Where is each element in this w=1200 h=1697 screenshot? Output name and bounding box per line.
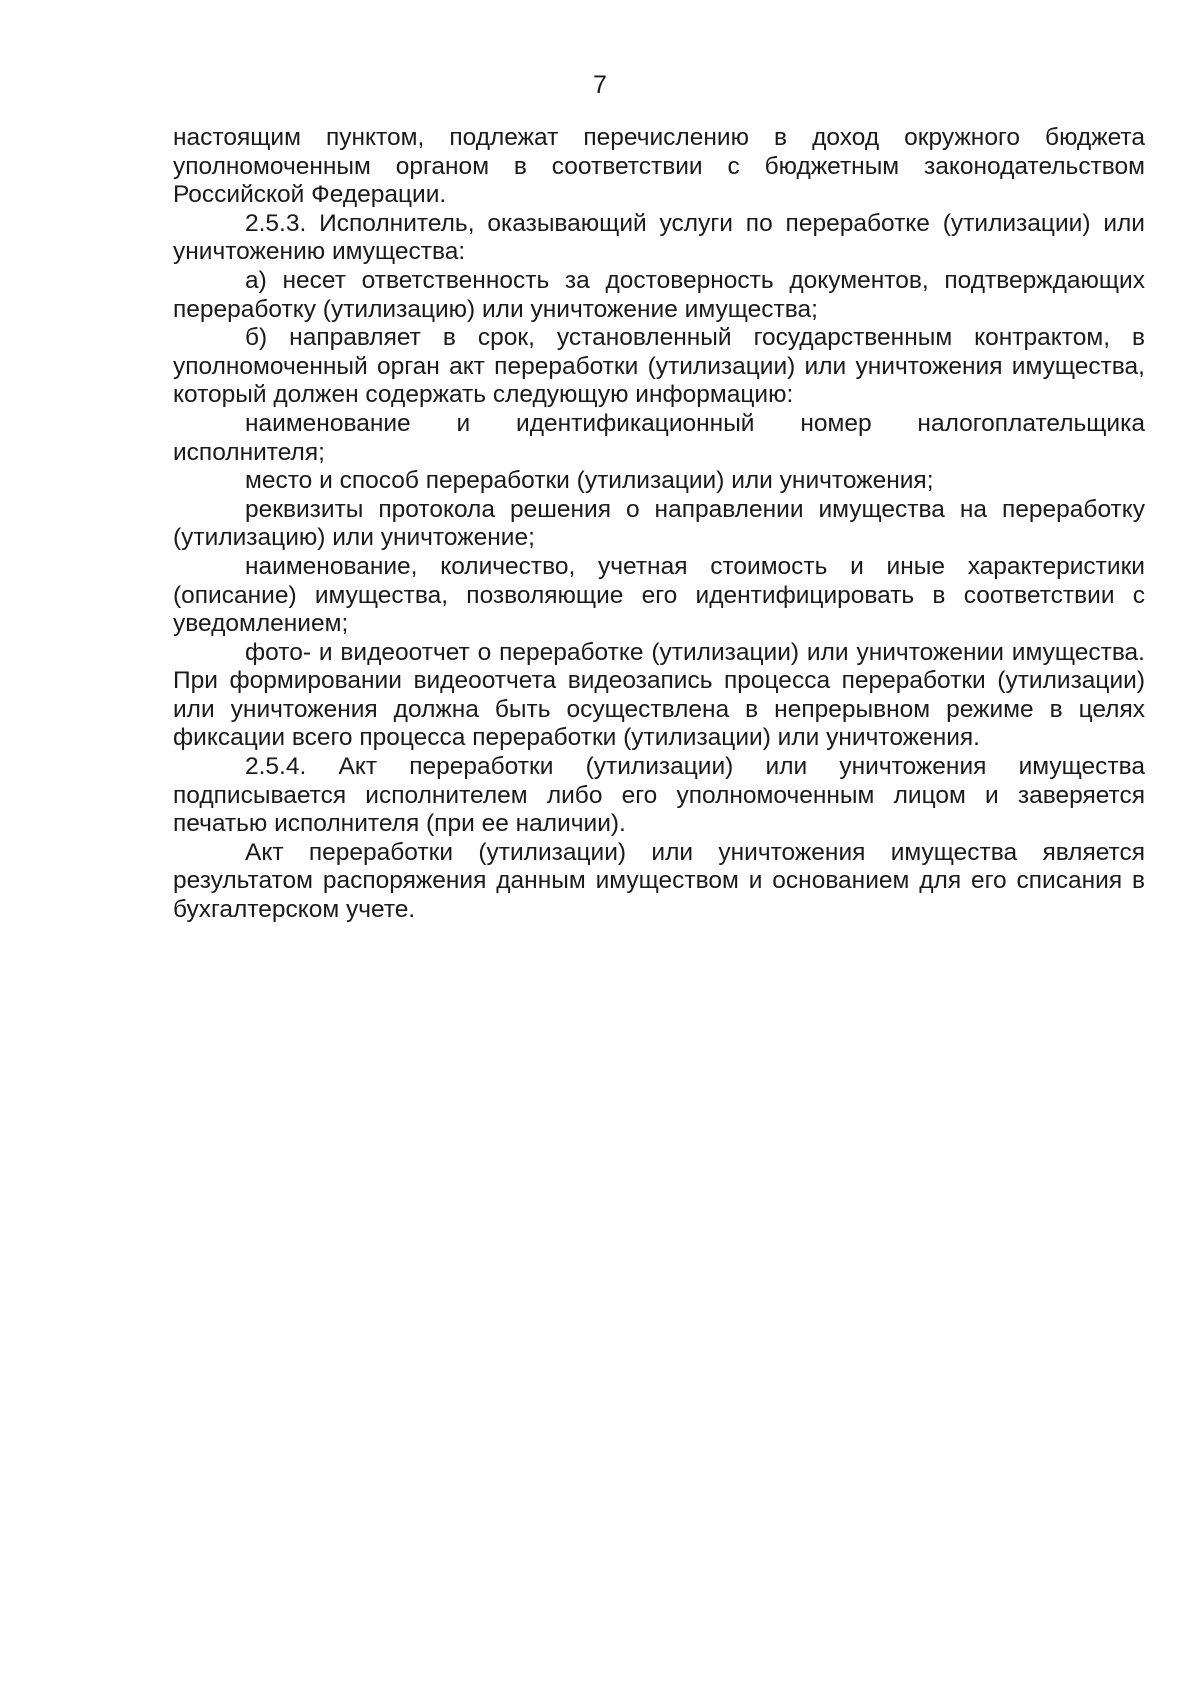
paragraph-info-name: наименование и идентификационный номер налогоплательщика исполнителя; bbox=[173, 409, 1145, 466]
paragraph-info-place: место и способ переработки (утилизации) или уничтожения; bbox=[245, 467, 934, 495]
paragraph-info-video: фото- и видеоотчет о переработке (утилизации) или уничтожении имущества. При формировании видеоотчета видеозапись процесса переработки (утилизации) или уничтожения должна быть осуществлена в непрерывном режиме в целях фиксации всего процесса переработки (утилизации) или уничтожения. bbox=[173, 638, 1145, 752]
paragraph-item-b: б) направляет в срок, установленный государственным контрактом, в уполномоченный орган акт переработки (утилизации) или уничтожения имущества, который должен содержать следующую информацию: bbox=[173, 324, 1145, 409]
paragraph-item-a: а) несет ответственность за достоверность документов, подтверждающих переработку (утилизацию) или уничтожение имущества; bbox=[173, 266, 1145, 323]
paragraph-2-5-3: 2.5.3. Исполнитель, оказывающий услуги по переработке (утилизации) или уничтожению имущества: bbox=[173, 209, 1145, 266]
page-number: 7 bbox=[593, 71, 607, 99]
document-body bbox=[173, 124, 1145, 925]
paragraph-act-result: Акт переработки (утилизации) или уничтожения имущества является результатом распоряжения данным имуществом и основанием для его списания в бухгалтерском учете. bbox=[173, 838, 1145, 924]
paragraph-info-description: наименование, количество, учетная стоимость и иные характеристики (описание) имущества, позволяющие его идентифицировать в соответствии с уведомлением; bbox=[173, 552, 1145, 638]
paragraph-info-protocol: реквизиты протокола решения о направлении имущества на переработку (утилизацию) или уничтожение; bbox=[173, 495, 1145, 552]
paragraph-2-5-4: 2.5.4. Акт переработки (утилизации) или уничтожения имущества подписывается исполнителем либо его уполномоченным лицом и заверяется печатью исполнителя (при ее наличии). bbox=[173, 753, 1145, 838]
paragraph-continuation: настоящим пунктом, подлежат перечислению в доход окружного бюджета уполномоченным органом в соответствии с бюджетным законодательством Российской Федерации. bbox=[173, 124, 1145, 209]
